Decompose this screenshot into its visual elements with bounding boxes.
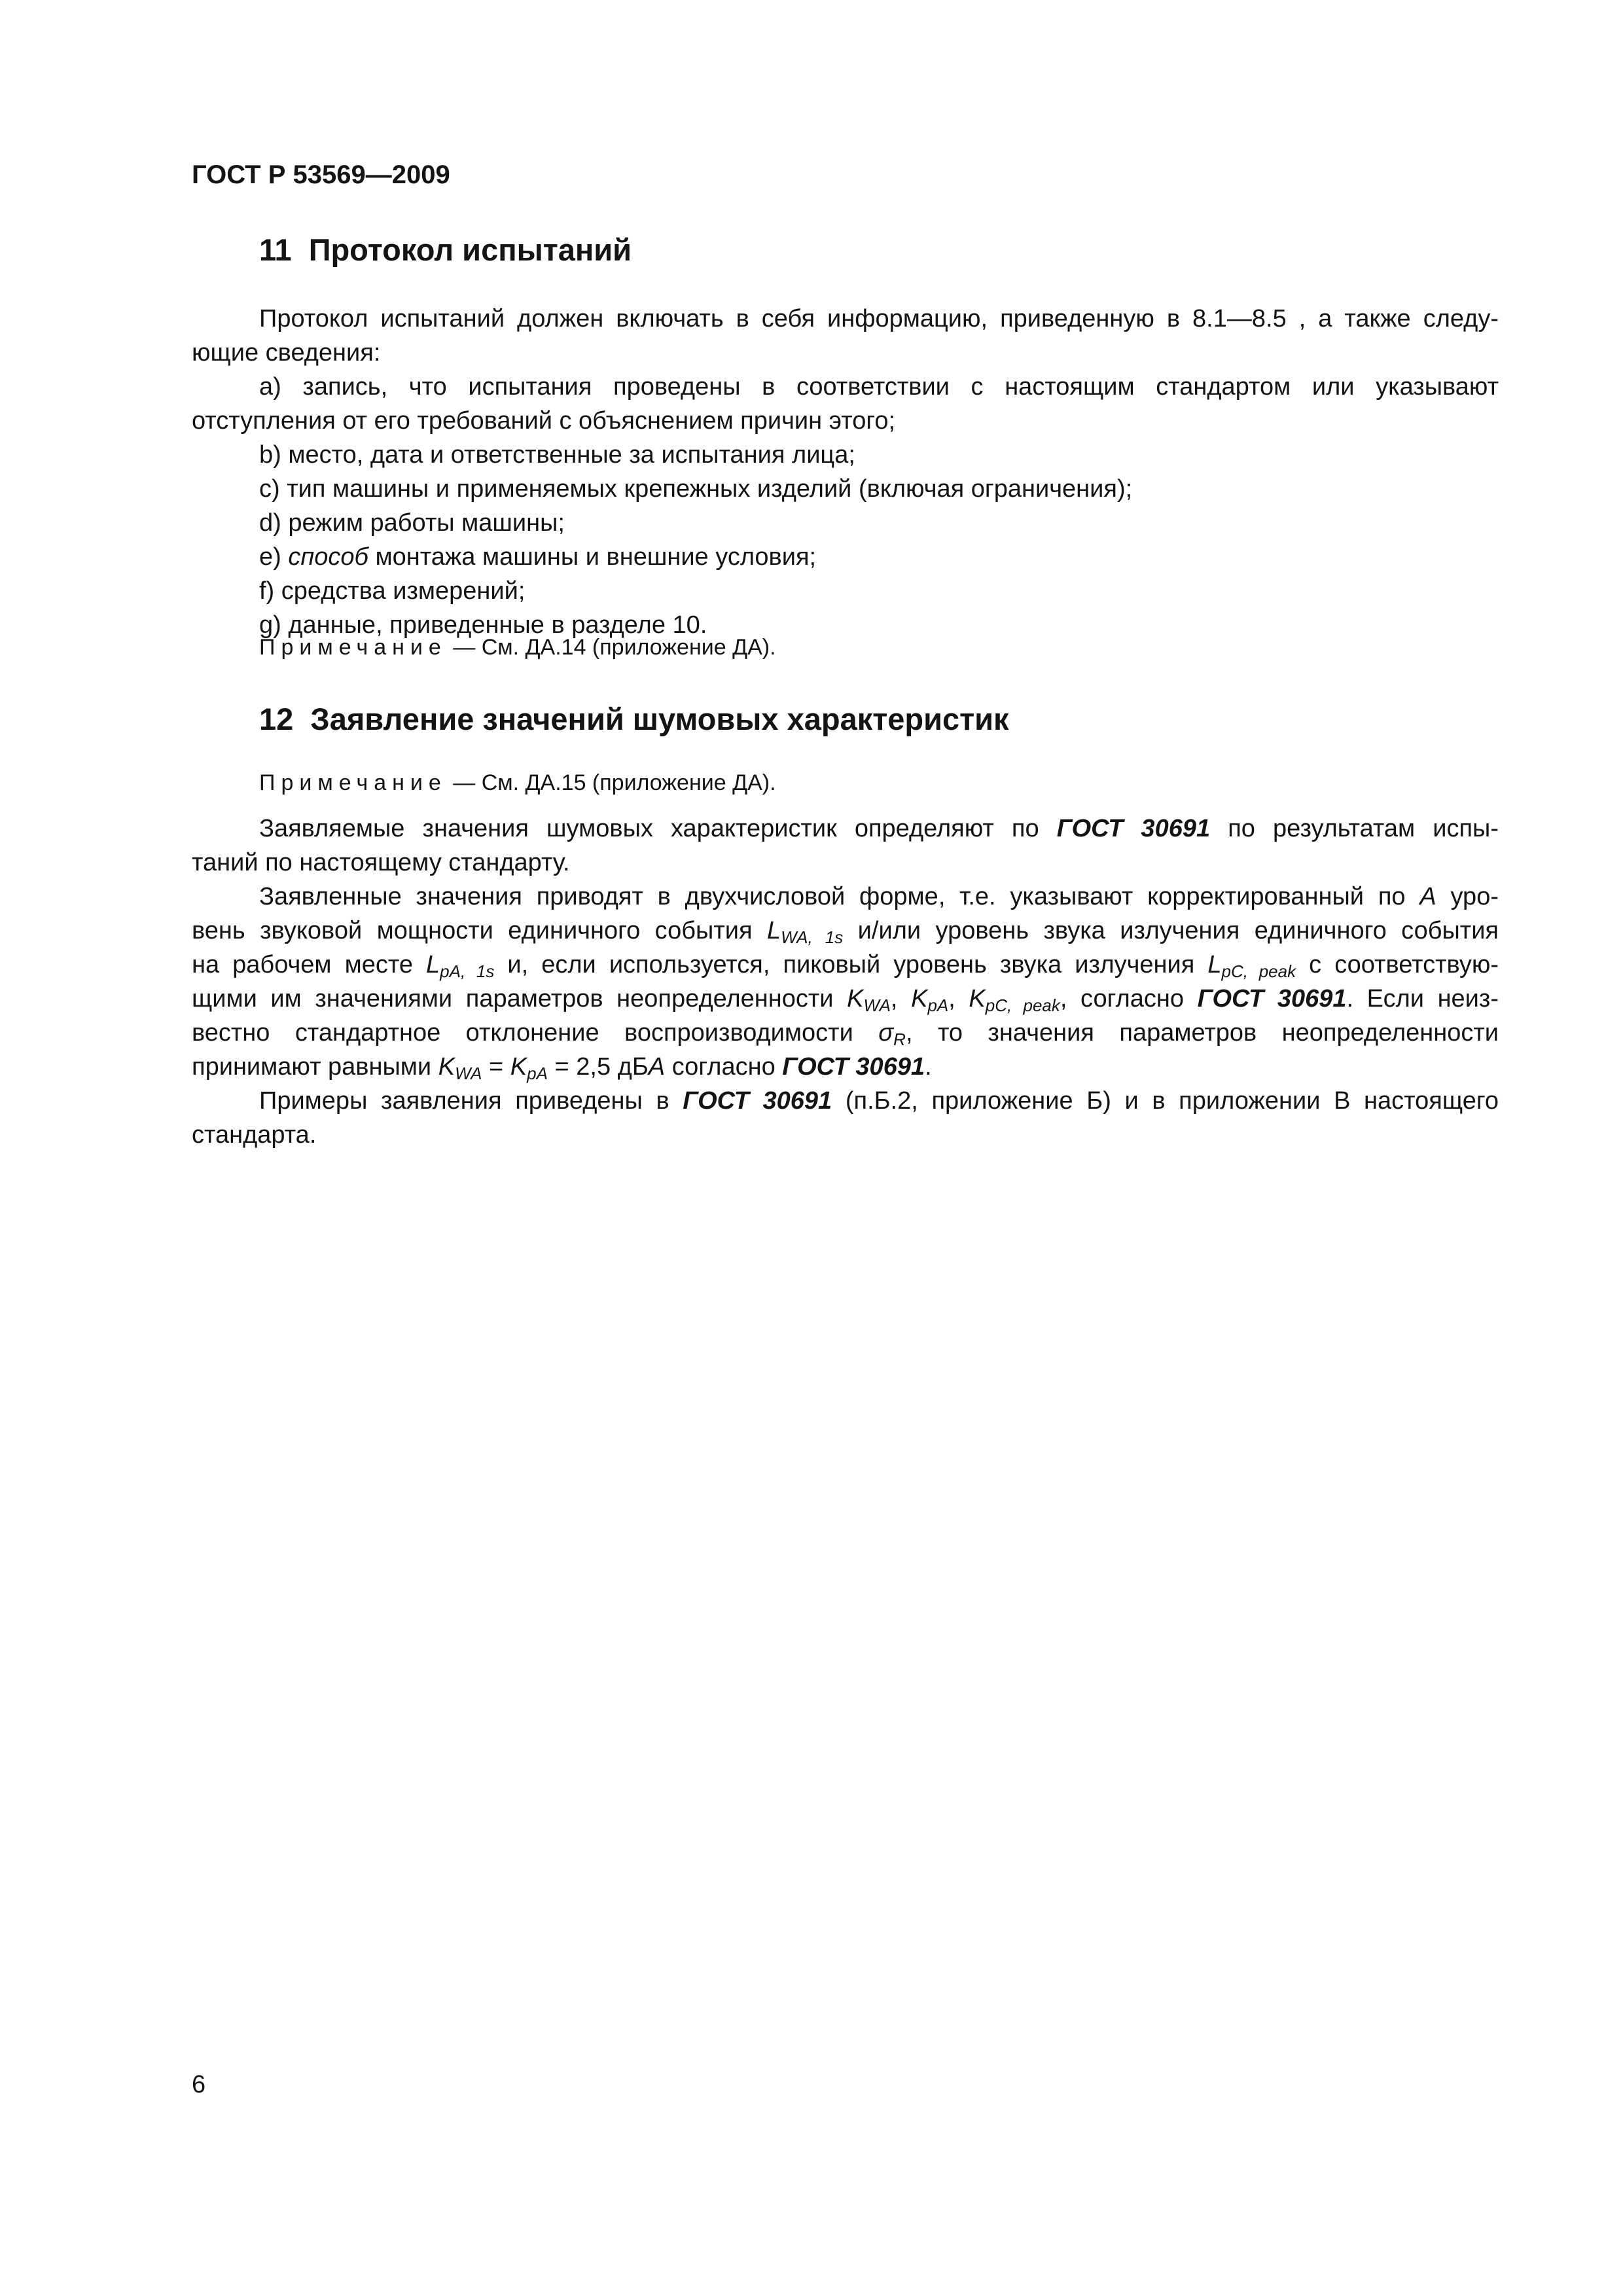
section-12-body: [192, 812, 1499, 1151]
page-number: 6: [192, 2071, 206, 2098]
section-title: Заявление значений шумовых характеристик: [310, 702, 1009, 736]
section-11-heading: [259, 232, 632, 268]
gost-reference: ГОСТ 30691: [1197, 985, 1347, 1013]
note-label: Примечание: [259, 635, 447, 660]
document-code: ГОСТ Р 53569—2009: [192, 160, 450, 189]
paragraph-line: щими им значениями параметров неопределенности $K_{WA}$, $K_{pA}$, $K_{pC, peak}$, согласно ГОСТ 30691. Если неиз-: [192, 985, 1499, 1015]
paragraph-line: принимают равными $K_{WA} = K_{pA} = 2,5$ дБA согласно ГОСТ 30691.: [192, 1053, 932, 1083]
paragraph-line: таний по настоящему стандарту.: [192, 849, 570, 876]
gost-reference: ГОСТ 30691: [1056, 815, 1211, 842]
paragraph-line: Заявленные значения приводят в двухчисловой форме, т.е. указывают корректированный по A уро-: [259, 883, 1499, 910]
list-item-a-continued: отступления от его требований с объяснением причин этого;: [192, 407, 896, 435]
paragraph-line: стандарта.: [192, 1121, 317, 1149]
list-item-f: f) средства измерений;: [259, 577, 526, 605]
paragraph-line: вень звуковой мощности единичного события $L_{WA, 1s}$ и/или уровень звука излучения единичного события: [192, 917, 1499, 947]
list-item-b: b) место, дата и ответственные за испытания лица;: [259, 441, 855, 469]
section-12-heading: [259, 701, 1009, 737]
paragraph-line: Протокол испытаний должен включать в себя информацию, приведенную в 8.1—8.5 , а также следу-: [259, 305, 1499, 332]
paragraph-line: Примеры заявления приведены в ГОСТ 30691 (п.Б.2, приложение Б) и в приложении В настоящего: [259, 1087, 1499, 1115]
paragraph-line: вестно стандартное отклонение воспроизводимости $\sigma_R$, то значения параметров неопределенности: [192, 1019, 1499, 1049]
note-da14: [259, 635, 776, 660]
list-item-a: a) запись, что испытания проведены в соответствии с настоящим стандартом или указывают: [259, 373, 1499, 401]
note-da15: [259, 770, 776, 796]
list-item-g: g) данные, приведенные в разделе 10.: [259, 611, 707, 639]
paragraph-line: ющие сведения:: [192, 339, 381, 367]
gost-reference: ГОСТ 30691: [683, 1087, 832, 1115]
paragraph-line: Заявляемые значения шумовых характеристик определяют по ГОСТ 30691 по результатам испы-: [259, 815, 1499, 842]
section-number: 11: [259, 232, 292, 267]
gost-reference: ГОСТ 30691: [782, 1053, 925, 1081]
list-item-e: e) способ монтажа машины и внешние условия;: [259, 543, 817, 571]
note-text: — См. ДА.14 (приложение ДА).: [446, 635, 776, 660]
section-11-body: [192, 302, 1499, 641]
note-label: Примечание: [259, 770, 447, 795]
note-text: — См. ДА.15 (приложение ДА).: [446, 770, 776, 795]
list-item-c: c) тип машины и применяемых крепежных изделий (включая ограничения);: [259, 475, 1133, 503]
list-item-d: d) режим работы машины;: [259, 509, 565, 537]
section-title: Протокол испытаний: [308, 232, 632, 267]
section-number: 12: [259, 702, 294, 736]
paragraph-line: на рабочем месте $L_{pA, 1s}$ и, если используется, пиковый уровень звука излучения $L_{pC, peak}$ с соответствую-: [192, 951, 1499, 981]
